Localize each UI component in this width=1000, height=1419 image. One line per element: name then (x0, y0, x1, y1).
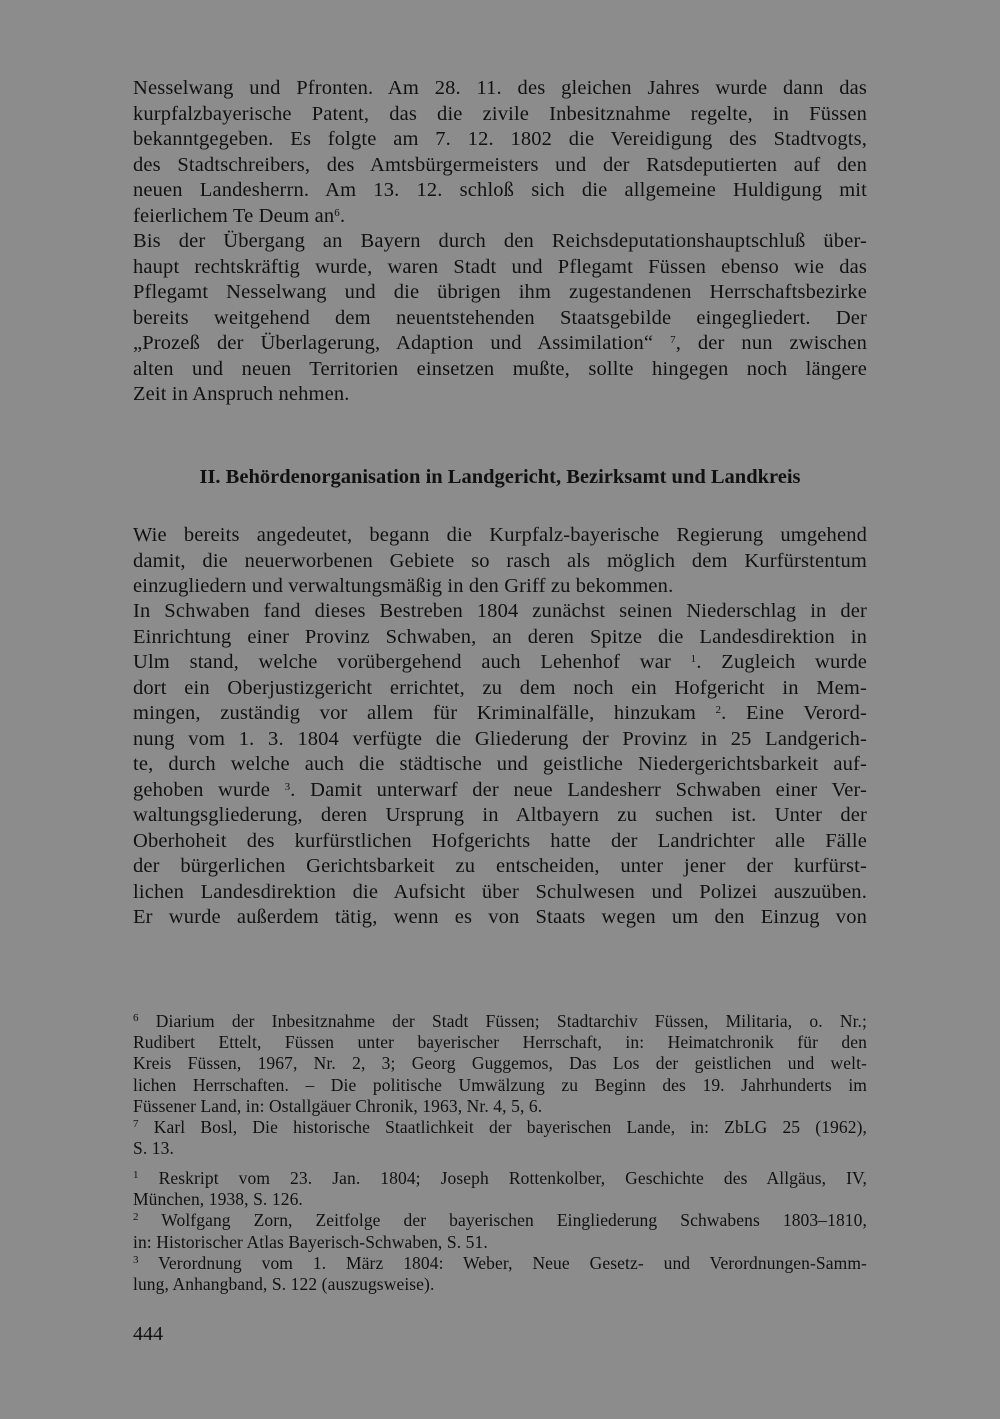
text-line: Einrichtung einer Provinz Schwaben, an deren Spitze die Landesdirektion in (133, 625, 867, 648)
footnote-mark: 6 (133, 1012, 139, 1024)
footnote-line: lichen Herrschaften. – Die politische Umwälzung zu Beginn des 19. Jahrhunderts im (133, 1074, 867, 1095)
text-line: lichen Landesdirektion die Aufsicht über Schulwesen und Polizei auszuüben. (133, 880, 867, 903)
text-line: bekanntgegeben. Es folgte am 7. 12. 1802 die Vereidigung des Stadtvogts, (133, 128, 867, 150)
footnote-ref-6[interactable]: 6 (334, 206, 340, 219)
text-fragment: , der nun zwischen (675, 332, 867, 354)
text-line: waltungsgliederung, deren Ursprung in Altbayern zu suchen ist. Unter der (133, 804, 867, 826)
text-fragment: mingen, zuständig vor allem für Kriminalfälle, hinzukam (133, 702, 696, 724)
footnote-mark: 3 (133, 1253, 139, 1266)
footnote-line: Füssener Land, in: Ostallgäuer Chronik, 1963, Nr. 4, 5, 6. (133, 1095, 543, 1116)
paragraph-4 (133, 599, 867, 931)
text-fragment: Diarium der Inbesitznahme der Stadt Füssen; Stadtarchiv Füssen, Militaria, o. Nr.; (138, 1011, 867, 1031)
paragraph-2 (133, 229, 867, 408)
text-line (133, 701, 867, 727)
text-line: In Schwaben fand dieses Bestreben 1804 zunächst seinen Niederschlag in der (133, 600, 867, 622)
text-line: nung vom 1. 3. 1804 verfügte die Gliederung der Provinz in 25 Landgerich- (133, 727, 867, 750)
text-line: Nesselwang und Pfronten. Am 28. 11. des gleichen Jahres wurde dann das (133, 77, 867, 99)
text-fragment: . Damit unterwarf der neue Landesherr Schwaben einer Ver- (290, 778, 867, 801)
text-line: dort ein Oberjustizgericht errichtet, zu dem noch ein Hofgericht in Mem- (133, 676, 867, 699)
text-line: neuen Landesherrn. Am 13. 12. schloß sich die allgemeine Huldigung mit (133, 179, 867, 201)
text-line: Er wurde außerdem tätig, wenn es von Staats wegen um den Einzug von (133, 906, 867, 928)
text-line: haupt rechtskräftig wurde, waren Stadt und Pflegamt Füssen ebenso wie das (133, 255, 867, 278)
footnote-ref-3[interactable]: 3 (284, 780, 291, 793)
text-line: Zeit in Anspruch nehmen. (133, 383, 350, 405)
footnote-mark: 2 (133, 1211, 139, 1224)
text-line: bereits weitgehend dem neuentstehenden Staatsgebilde eingegliedert. Der (133, 306, 867, 329)
text-line: te, durch welche auch die städtische und geistliche Niedergerichtsbarkeit auf- (133, 753, 867, 775)
footnote-1 (133, 1168, 867, 1189)
text-fragment: Reskript vom 23. Jan. 1804; Joseph Rottenkolber, Geschichte des Allgäus, IV, (138, 1168, 867, 1188)
text-line: kurpfalzbayerische Patent, das die zivile Inbesitznahme regelte, in Füssen (133, 102, 867, 125)
section-heading: II. Behördenorganisation in Landgericht, Bezirksamt und Landkreis (199, 466, 801, 488)
text-fragment: Karl Bosl, Die historische Staatlichkeit der bayerischen Lande, in: ZbLG 25 (1962), (138, 1116, 867, 1137)
footnote-2 (133, 1210, 867, 1231)
paragraph-1 (133, 76, 867, 229)
footnote-line: in: Historischer Atlas Bayerisch-Schwaben, S. 51. (133, 1231, 488, 1252)
footnote-line: lung, Anhangband, S. 122 (auszugsweise). (133, 1273, 435, 1294)
text-line: Bis der Übergang an Bayern durch den Reichsdeputationshauptschluß über- (133, 230, 867, 252)
footnote-ref-7[interactable]: 7 (670, 334, 676, 346)
text-fragment: . (339, 204, 346, 227)
text-line: des Stadtschreibers, des Amtsbürgermeisters und der Ratsdeputierten auf den (133, 153, 867, 176)
footnote-7 (133, 1117, 867, 1138)
text-fragment: feierlichem Te Deum an (133, 204, 335, 227)
text-line: damit, die neuerworbenen Gebiete so rasch als möglich dem Kurfürstentum (133, 549, 867, 572)
footnote-mark: 7 (133, 1117, 139, 1130)
text-fragment: . Zugleich wurde (696, 651, 868, 673)
text-line: Wie bereits angedeutet, begann die Kurpfalz-bayerische Regierung umgehend (133, 524, 867, 546)
text-line: der bürgerlichen Gerichtsbarkeit zu entscheiden, unter jener der kurfürst- (133, 855, 867, 877)
footnote-line: Rudibert Ettelt, Füssen unter bayerischer Herrschaft, in: Heimatchronik für den (133, 1032, 867, 1053)
footnote-line: München, 1938, S. 126. (133, 1189, 303, 1210)
text-line (133, 204, 867, 230)
page-number: 444 (133, 1323, 163, 1345)
text-line: einzugliedern und verwaltungsmäßig in den Griff zu bekommen. (133, 575, 674, 597)
footnote-3 (133, 1253, 867, 1274)
text-fragment: Verordnung vom 1. März 1804: Weber, Neue Gesetz- und Verordnungen-Samm- (138, 1252, 867, 1273)
text-line (133, 778, 867, 804)
footnote-6 (133, 1011, 867, 1032)
footnotes-previous-section (133, 1011, 867, 1159)
text-line: Oberhoheit des kurfürstlichen Hofgerichts hatte der Landrichter alle Fälle (133, 829, 867, 852)
footnote-mark: 1 (133, 1169, 139, 1181)
text-fragment: „Prozeß der Überlagerung, Adaption und Assimilation“ (133, 332, 654, 354)
footnote-ref-1[interactable]: 1 (690, 653, 697, 665)
text-line (133, 331, 867, 357)
paragraph-3 (133, 523, 867, 600)
text-line (133, 650, 867, 676)
footnote-line: Kreis Füssen, 1967, Nr. 2, 3; Georg Guggemos, Das Los der geistlichen und welt- (133, 1053, 867, 1074)
text-fragment: Wolfgang Zorn, Zeitfolge der bayerischen Eingliederung Schwabens 1803–1810, (138, 1210, 867, 1231)
text-line: alten und neuen Territorien einsetzen mußte, sollte hingegen noch längere (133, 357, 867, 380)
footnotes-current-section (133, 1168, 867, 1295)
text-fragment: . Eine Verord- (721, 702, 867, 724)
footnote-ref-2[interactable]: 2 (715, 704, 722, 716)
text-fragment: Ulm stand, welche vorübergehend auch Lehenhof war (133, 651, 671, 673)
text-line: Pflegamt Nesselwang und die übrigen ihm zugestandenen Herrschaftsbezirke (133, 281, 867, 303)
footnote-line: S. 13. (133, 1138, 174, 1159)
text-fragment: gehoben wurde (133, 778, 271, 801)
